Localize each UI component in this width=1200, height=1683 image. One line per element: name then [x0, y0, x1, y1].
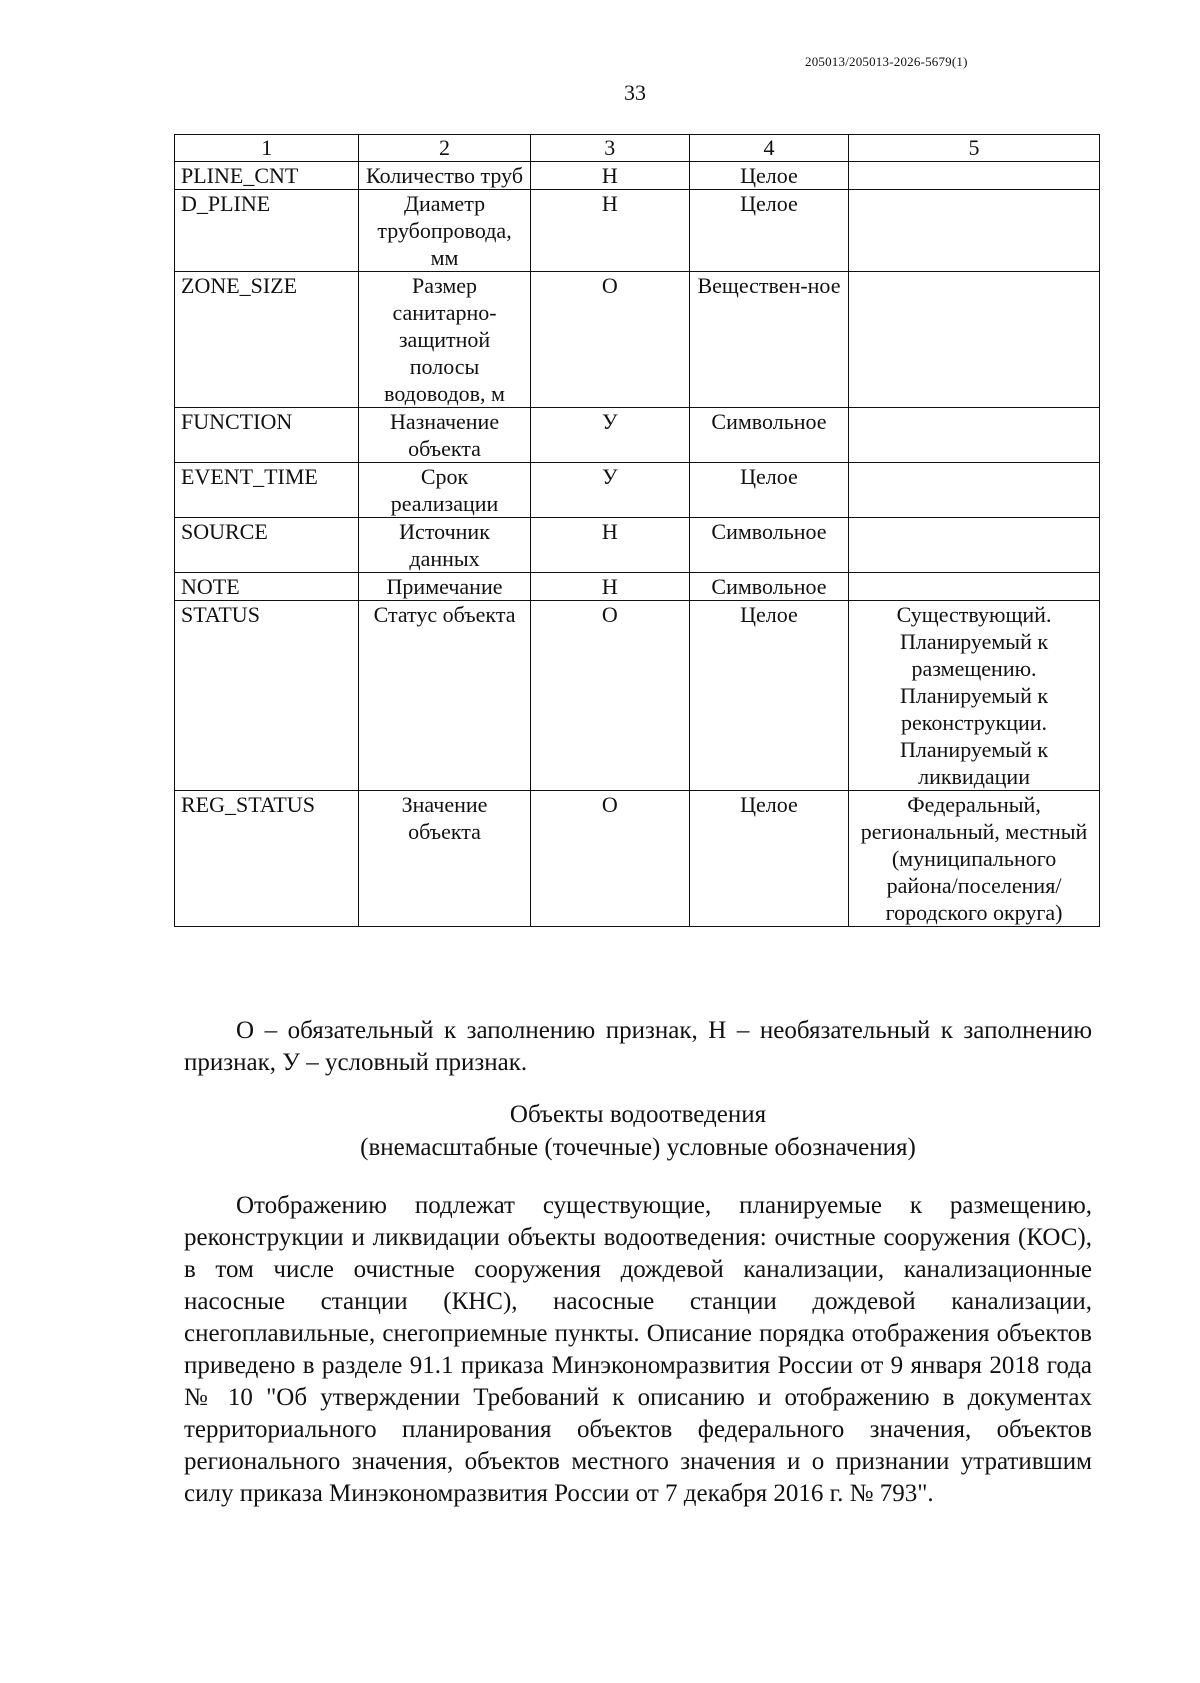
attr-values — [849, 408, 1100, 463]
attr-type: Целое — [689, 601, 848, 791]
attr-code: REG_STATUS — [175, 791, 359, 927]
attr-code: NOTE — [175, 573, 359, 601]
legend-note: О – обязательный к заполнению признак, Н – необязательный к заполнению признак, У – условный признак. — [184, 1017, 1092, 1076]
attr-type: Веществен-ное — [689, 272, 848, 408]
section-subtitle: (внемасштабные (точечные) условные обозначения) — [360, 1134, 916, 1161]
attr-requirement: Н — [530, 518, 689, 573]
attr-requirement: О — [530, 601, 689, 791]
section-heading — [184, 1098, 1092, 1164]
header-cell-5: 5 — [849, 135, 1100, 162]
attr-name: Срок реализации — [359, 463, 530, 518]
attr-code: D_PLINE — [175, 190, 359, 272]
attr-values: Существующий. Планируемый к размещению. Планируемый к реконструкции. Планируемый к ликвидации — [849, 601, 1100, 791]
attr-values — [849, 162, 1100, 190]
header-cell-4: 4 — [689, 135, 848, 162]
attributes-table — [174, 134, 1100, 927]
attr-code: STATUS — [175, 601, 359, 791]
attr-type: Символьное — [689, 518, 848, 573]
attr-name: Примечание — [359, 573, 530, 601]
attr-requirement: О — [530, 272, 689, 408]
table-row — [175, 463, 1100, 518]
attr-requirement: У — [530, 463, 689, 518]
attr-values — [849, 518, 1100, 573]
attr-name: Назначение объекта — [359, 408, 530, 463]
table-row — [175, 601, 1100, 791]
attr-code: SOURCE — [175, 518, 359, 573]
attr-code: ZONE_SIZE — [175, 272, 359, 408]
attr-name: Диаметр трубопровода, мм — [359, 190, 530, 272]
attr-requirement: Н — [530, 162, 689, 190]
attr-name: Размер санитарно-защитной полосы водоводов, м — [359, 272, 530, 408]
attr-values — [849, 272, 1100, 408]
attr-values — [849, 190, 1100, 272]
header-cell-2: 2 — [359, 135, 530, 162]
attr-type: Символьное — [689, 408, 848, 463]
table-header-row — [175, 135, 1100, 162]
attr-name: Источник данных — [359, 518, 530, 573]
attr-type: Целое — [689, 463, 848, 518]
attr-values — [849, 573, 1100, 601]
attr-code: PLINE_CNT — [175, 162, 359, 190]
attr-requirement: Н — [530, 190, 689, 272]
attr-name: Количество труб — [359, 162, 530, 190]
table-row — [175, 518, 1100, 573]
table-row — [175, 573, 1100, 601]
header-cell-3: 3 — [530, 135, 689, 162]
attr-name: Значение объекта — [359, 791, 530, 927]
body-paragraph: Отображению подлежат существующие, планируемые к размещению, реконструкции и ликвидации объекты водоотведения: очистные сооружения (КОС), в том числе очистные сооружения дождевой канализации, канализационные насосные станции (КНС), насосные станции дождевой канализации, снегоплавильные, снегоприемные пункты. Описание порядка отображения объектов приведено в разделе 91.1 приказа Минэкономразвития России от 9 января 2018 года № 10 "Об утверждении Требований к описанию и отображению в документах территориального планирования объектов федерального значения, объектов регионального значения, объектов местного значения и о признании утратившим силу приказа Минэкономразвития России от 7 декабря 2016 г. № 793". — [184, 1192, 1092, 1507]
attr-code: FUNCTION — [175, 408, 359, 463]
attr-values — [849, 463, 1100, 518]
header-cell-1: 1 — [175, 135, 359, 162]
attr-type: Целое — [689, 791, 848, 927]
table-row — [175, 190, 1100, 272]
attr-values: Федеральный, региональный, местный (муниципального района/поселения/ городского округа) — [849, 791, 1100, 927]
attr-code: EVENT_TIME — [175, 463, 359, 518]
attr-type: Целое — [689, 190, 848, 272]
attr-name: Статус объекта — [359, 601, 530, 791]
table-row — [175, 162, 1100, 190]
table-row — [175, 791, 1100, 927]
page-number: 33 — [624, 80, 646, 105]
document-id: 205013/205013-2026-5679(1) — [805, 54, 968, 69]
attr-type: Целое — [689, 162, 848, 190]
attr-requirement: У — [530, 408, 689, 463]
table-row — [175, 272, 1100, 408]
section-title: Объекты водоотведения — [509, 1101, 767, 1128]
attr-type: Символьное — [689, 573, 848, 601]
table-row — [175, 408, 1100, 463]
attr-requirement: Н — [530, 573, 689, 601]
attr-requirement: О — [530, 791, 689, 927]
